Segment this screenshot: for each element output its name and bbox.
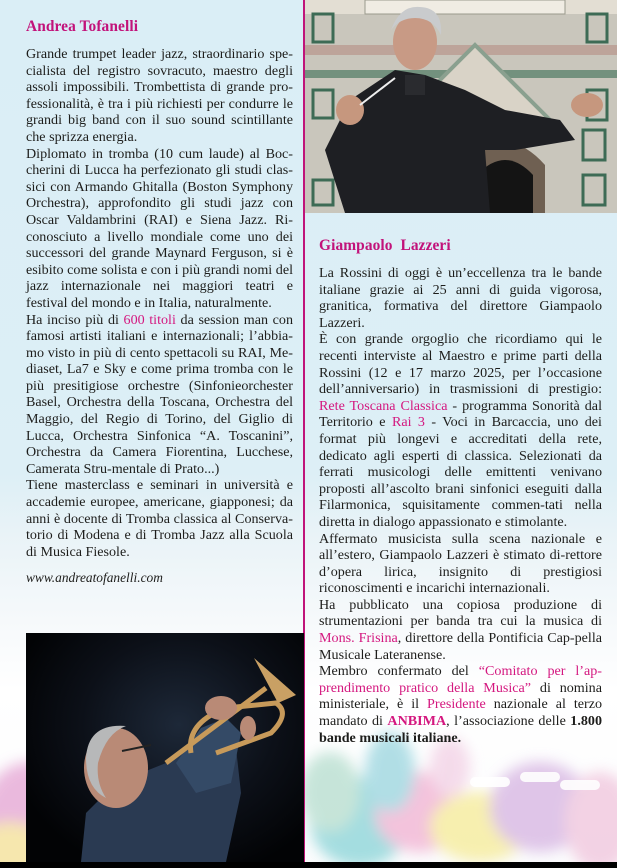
text-run: jazz, straordinario spe-cialista del registro sovracuto, maestro degli assoli impossibili. Trombettista di grande pro-fessionalità, è tra i più richiesti per condurre le grandi big band con il suo sound scintillante che sprizza energia. [26, 46, 293, 145]
lazzeri-paragraph-4 [319, 597, 602, 663]
lazzeri-conducting-photo [305, 0, 617, 213]
tofanelli-trumpet-photo [26, 633, 304, 862]
text-run: di nomina ministeriale, è il [319, 679, 602, 713]
text-run: al Boc-cherini di Lucca ha perfezionato gli studi clas-sici con Armando Ghitalla [26, 145, 293, 195]
tofanelli-section [26, 18, 293, 586]
highlighted-text: 600 titoli [123, 311, 176, 328]
lazzeri-paragraph-1 [319, 265, 602, 331]
italic-text: (Boston Symphony Orchestra) [26, 178, 293, 212]
text-run: Ha pubblicato una copiosa produzione di strumentazioni per banda tra cui la musica di [319, 596, 602, 630]
text-run: , direttore della Pontificia Cap-pella Musicale Lateranense. [319, 630, 602, 663]
highlighted-text: ANBIMA [387, 713, 447, 730]
italic-text: (RAI) [144, 211, 178, 228]
italic-text: Siena Jazz [200, 211, 264, 228]
tofanelli-paragraph-1 [26, 46, 293, 146]
text-run: La Rossini di oggi è un’eccellenza tra le bande italiane grazie ai 25 anni di guida vigorosa, granitica, formativa del direttore Giampaolo Lazzeri. [319, 265, 602, 331]
highlighted-text: Mons. Frisina [319, 630, 398, 647]
text-run: - [424, 414, 443, 431]
text-run: Tiene masterclass e seminari in università e accademie europee, americane, giapponesi; da anni è docente di Tromba classica al Conserva-torio di Modena e di Tromba Jazz alla Scuola di Musica Fiesole. [26, 477, 293, 560]
italic-text: trumpet leader [72, 46, 156, 62]
text-run: , approfondito gli studi jazz con Oscar Valdambrini [26, 195, 293, 228]
lazzeri-heading: Giampaolo Lazzeri [319, 237, 451, 254]
lazzeri-paragraph-2 [319, 331, 602, 530]
text-run: . Ri-conosciuto a livello mondiale come uno dei successori del grande Maynard Ferguson, si è esibito come solista e con i più grandi nomi del jazz internazionale nei maggiori teatri e festival del mondo e in Italia, naturalmente. [26, 211, 293, 311]
text-run: Membro confermato del [319, 663, 479, 680]
text-run: nazionale al terzo mandato di [319, 696, 602, 730]
italic-text: Sonorità dal Territorio [319, 397, 602, 431]
text-run: da [175, 311, 199, 328]
italic-text: (Sinfonieorchester Basel, Orchestra della Toscana, Orchestra del Maggio, del Regio di Torino, del Giglio di Lucca, Orchestra Sinfonica “A. Toscanini”, Orchestra da Camera Fiorentina, Lucchese, Camerata Stru-mentale di Prato...) [26, 377, 293, 477]
italic-text: session man [198, 311, 269, 328]
italic-text: Voci in Barcaccia [442, 414, 548, 431]
text-run: con famosi artisti italiani e internazionali; l’abbia-mo visto in più di cento spettacoli su RAI, Me-diaset, La7 e Sky e come prima tromba con le più presitigiose orchestre [26, 311, 294, 394]
text-run: , uno dei format più longevi e accreditati della rete, dedicato agli esperti di classica. Selezionati da ferrati musicologi delle emittenti venivano proposti all’ascolto brani sinfonici eseguiti dalla Filarmonica, squisitamente commen-tati nella diretta in dialogo appassionato e stimolante. [319, 414, 602, 530]
text-run: Affermato musicista sulla scena nazionale e all’estero, Giampaolo Lazzeri è stimato di-rettore d’opera lirica, insignito di prestigiosi riconoscimenti e incarichi internazionali. [319, 530, 602, 597]
text-run: , l’associazione delle [446, 713, 571, 730]
text-run: Diplomato in tromba [26, 145, 155, 162]
lazzeri-section [319, 237, 602, 746]
highlighted-text: Presidente [427, 696, 486, 713]
text-run: e [177, 211, 200, 228]
text-run: 1.800 bande musicali italiane. [319, 713, 602, 746]
text-run: È con grande orgoglio che ricordiamo qui le recenti interviste al Maestro e prime parti della Rossini (12 e 17 marzo 2025, per l’occasione dell’anniversario) in trasmissioni di prestigio: [319, 331, 602, 398]
text-run: e [372, 414, 392, 431]
text-run: - programma [447, 397, 533, 414]
bottom-page-edge [0, 862, 617, 868]
conductor-photo-illustration [305, 0, 617, 213]
lazzeri-paragraph-3 [319, 531, 602, 597]
text-run: Grande [26, 46, 73, 62]
tofanelli-paragraph-3 [26, 312, 293, 478]
trumpet-photo-illustration [26, 633, 304, 862]
highlighted-text: Rete Toscana Classica [319, 397, 448, 414]
tofanelli-heading: Andrea Tofanelli [26, 18, 139, 35]
highlighted-text: Rai 3 [391, 414, 425, 431]
tofanelli-website-link[interactable]: www.andreatofanelli.com [26, 570, 163, 586]
italic-text: (10 cum laude) [154, 145, 244, 162]
tofanelli-paragraph-2 [26, 146, 293, 312]
highlighted-text: “Comitato per l’ap-prendimento pratico della Musica” [319, 663, 602, 696]
text-run: Ha inciso più di [26, 311, 124, 328]
lazzeri-paragraph-5 [319, 663, 602, 746]
tofanelli-paragraph-4 [26, 477, 293, 560]
